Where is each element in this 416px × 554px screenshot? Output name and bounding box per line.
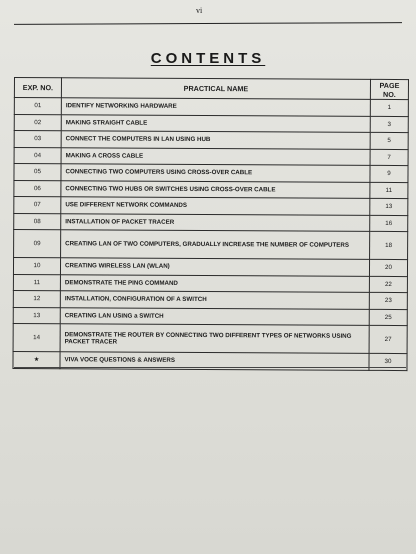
page-number: 18 (370, 231, 408, 259)
page-number: 23 (369, 292, 407, 309)
exp-number: 05 (14, 164, 61, 181)
practical-name: CREATING LAN USING a SWITCH (60, 307, 369, 325)
table-row (14, 98, 408, 117)
table-row (14, 197, 408, 216)
contents-table (12, 77, 409, 371)
header-practical-name: PRACTICAL NAME (61, 78, 370, 100)
table-row (14, 131, 408, 150)
exp-number: 06 (14, 180, 61, 197)
practical-name: CONNECTING TWO HUBS OR SWITCHES USING CROSS-OVER CABLE (61, 180, 370, 198)
page-roman-number: vi (196, 6, 203, 15)
table-row (13, 274, 407, 293)
table-row (13, 323, 407, 353)
exp-number: 04 (14, 147, 61, 164)
practical-name: CREATING LAN OF TWO COMPUTERS, GRADUALLY INCREASE THE NUMBER OF COMPUTERS (61, 230, 370, 260)
page-number: 11 (370, 182, 408, 199)
exp-number: 10 (13, 258, 60, 275)
table-row (14, 213, 408, 232)
practical-name: MAKING A CROSS CABLE (61, 147, 370, 165)
exp-number: 01 (14, 98, 61, 115)
practical-name: USE DIFFERENT NETWORK COMMANDS (61, 197, 370, 215)
practical-name: MAKING STRAIGHT CABLE (61, 114, 370, 132)
practical-name: IDENTIFY NETWORKING HARDWARE (61, 98, 370, 116)
practical-name: CREATING WIRELESS LAN (WLAN) (60, 258, 369, 276)
page-number: 7 (370, 149, 408, 166)
header-page-no: PAGE NO. (370, 79, 408, 99)
header-exp-no: EXP. NO. (14, 78, 61, 98)
page-number: 16 (370, 215, 408, 232)
table-row (13, 290, 407, 309)
page-number: 27 (369, 325, 407, 353)
practical-name: CONNECT THE COMPUTERS IN LAN USING HUB (61, 131, 370, 149)
practical-name: INSTALLATION OF PACKET TRACER (61, 213, 370, 231)
practical-name: DEMONSTRATE THE PING COMMAND (60, 274, 369, 292)
page-number: 22 (369, 276, 407, 293)
exp-number: 13 (13, 307, 60, 324)
page-number: 30 (369, 353, 407, 370)
header-rule (14, 22, 402, 25)
page-number: 3 (370, 116, 408, 133)
page-number: 13 (370, 198, 408, 215)
table-row (14, 164, 408, 183)
page-number: 1 (370, 99, 408, 116)
exp-number: 07 (14, 197, 61, 214)
contents-title: CONTENTS (150, 50, 266, 67)
exp-number: 03 (14, 131, 61, 148)
exp-number: 11 (13, 274, 60, 291)
table-header-row (14, 78, 408, 100)
practical-name: INSTALLATION, CONFIGURATION OF A SWITCH (60, 291, 369, 309)
page-number: 25 (369, 309, 407, 326)
table-row (13, 307, 407, 326)
page-number: 5 (370, 132, 408, 149)
table-row (13, 258, 407, 277)
table-row (14, 147, 408, 166)
exp-number: 02 (14, 114, 61, 131)
page-number: 20 (369, 259, 407, 276)
page-number: 9 (370, 165, 408, 182)
practical-name: DEMONSTRATE THE ROUTER BY CONNECTING TWO DIFFERENT TYPES OF NETWORKS USING PACKET TRACER (60, 324, 369, 354)
star-icon: ★ (13, 351, 60, 368)
exp-number: 08 (14, 213, 61, 230)
table-bottom-rule (14, 367, 406, 368)
exp-number: 12 (13, 290, 60, 307)
table-row (14, 230, 408, 260)
table-row (14, 180, 408, 199)
exp-number: 14 (13, 323, 60, 351)
practical-name: VIVA VOCE QUESTIONS & ANSWERS (60, 352, 369, 370)
table-row (14, 114, 408, 133)
exp-number: 09 (14, 230, 61, 258)
practical-name: CONNECTING TWO COMPUTERS USING CROSS-OVER CABLE (61, 164, 370, 182)
